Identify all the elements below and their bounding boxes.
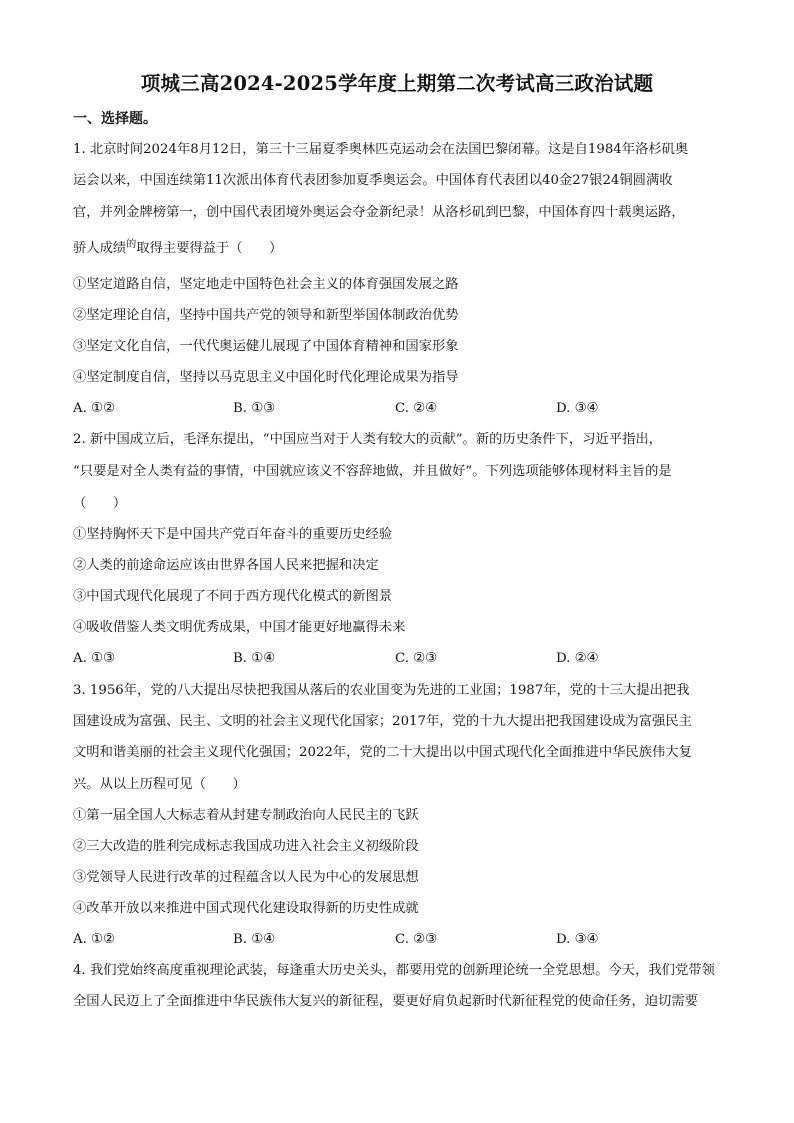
question-4-stem-line-2: 全国人民迈上了全面推进中华民族伟大复兴的新征程，要更好肩负起新时代新征程党的使命任务，迫切需要 bbox=[73, 994, 698, 1009]
question-1-item-1: ①坚定道路自信，坚定地走中国特色社会主义的体育强国发展之路 bbox=[73, 277, 459, 292]
question-2-stem-line-3: （ ） bbox=[73, 496, 127, 511]
question-1-stem-line-1: 1. 北京时间2024年8月12日，第三十三届夏季奥林匹克运动会在法国巴黎闭幕。这是自1984年洛杉矶奥 bbox=[73, 142, 689, 157]
question-3-option-b: B. ①④ bbox=[233, 932, 276, 947]
question-3-stem-line-2: 国建设成为富强、民主、文明的社会主义现代化国家；2017年，党的十九大提出把我国建设成为富强民主 bbox=[73, 714, 692, 729]
question-1-item-3: ③坚定文化自信，一代代奥运健儿展现了中国体育精神和国家形象 bbox=[73, 339, 459, 354]
section-heading: 一、选择题。 bbox=[73, 111, 157, 127]
question-1-option-a: A. ①② bbox=[73, 401, 115, 416]
question-3-item-2: ②三大改造的胜利完成标志我国成功进入社会主义初级阶段 bbox=[73, 839, 419, 854]
question-2-item-1: ①坚持胸怀天下是中国共产党百年奋斗的重要历史经验 bbox=[73, 527, 393, 542]
question-2-option-a: A. ①③ bbox=[73, 651, 115, 666]
page-title: 项城三高2024-2025学年度上期第二次考试高三政治试题 bbox=[140, 72, 654, 95]
question-3-item-4: ④改革开放以来推进中国式现代化建设取得新的历史性成就 bbox=[73, 901, 419, 916]
question-1-item-4: ④坚定制度自信，坚持以马克思主义中国化时代化理论成果为指导 bbox=[73, 370, 459, 385]
question-1-option-d: D. ③④ bbox=[556, 401, 599, 416]
question-3-option-a: A. ①② bbox=[73, 932, 115, 947]
question-3-item-1: ①第一届全国人大标志着从封建专制政治向人民民主的飞跃 bbox=[73, 808, 419, 823]
question-3-item-3: ③党领导人民进行改革的过程蕴含以人民为中心的发展思想 bbox=[73, 870, 419, 885]
question-2-option-b: B. ①④ bbox=[233, 651, 276, 666]
question-1-option-c: C. ②④ bbox=[395, 401, 437, 416]
question-1-stem-line-2: 运会以来，中国连续第11次派出体育代表团参加夏季奥运会。中国体育代表团以40金27银24铜圆满收 bbox=[73, 173, 673, 188]
question-1-stem-fragment: 骄人成绩 bbox=[73, 241, 127, 256]
question-1-option-b: B. ①③ bbox=[233, 401, 276, 416]
question-2-item-3: ③中国式现代化展现了不同于西方现代化模式的新图景 bbox=[73, 589, 393, 604]
question-2-item-2: ②人类的前途命运应该由世界各国人民来把握和决定 bbox=[73, 558, 379, 573]
question-1-stem-tail: 取得主要得益于（ ） bbox=[136, 241, 283, 256]
question-2-option-c: C. ②③ bbox=[395, 651, 437, 666]
question-1-stem-line-3: 官，并列金牌榜第一，创中国代表团境外奥运会夺金新纪录！从洛杉矶到巴黎，中国体育四十载奥运路， bbox=[73, 205, 685, 220]
question-2-stem-line-1: 2. 新中国成立后，毛泽东提出，“中国应当对于人类有较大的贡献”。新的历史条件下，习近平指出， bbox=[73, 432, 662, 447]
question-1-stem-line-4 bbox=[73, 240, 282, 259]
question-3-option-c: C. ②③ bbox=[395, 932, 437, 947]
question-1-stem-superscript: 的 bbox=[126, 239, 137, 250]
question-4-stem-line-1: 4. 我们党始终高度重视理论武装，每逢重大历史关头，都要用党的创新理论统一全党思想。今天，我们党带领 bbox=[73, 963, 715, 978]
question-3-stem-line-4: 兴。从以上历程可见（ ） bbox=[73, 777, 246, 792]
question-1-item-2: ②坚定理论自信，坚持中国共产党的领导和新型举国体制政治优势 bbox=[73, 308, 459, 323]
question-3-stem-line-1: 3. 1956年，党的八大提出尽快把我国从落后的农业国变为先进的工业国；1987年，党的十三大提出把我 bbox=[73, 683, 690, 698]
question-2-option-d: D. ②④ bbox=[556, 651, 599, 666]
question-3-stem-line-3: 文明和谐美丽的社会主义现代化强国；2022年，党的二十大提出以中国式现代化全面推进中华民族伟大复 bbox=[73, 745, 692, 760]
question-3-option-d: D. ③④ bbox=[556, 932, 599, 947]
question-2-stem-line-2: “只要是对全人类有益的事情，中国就应该义不容辞地做，并且做好”。下列选项能够体现材料主旨的是 bbox=[73, 464, 672, 479]
question-2-item-4: ④吸收借鉴人类文明优秀成果，中国才能更好地赢得未来 bbox=[73, 620, 406, 635]
